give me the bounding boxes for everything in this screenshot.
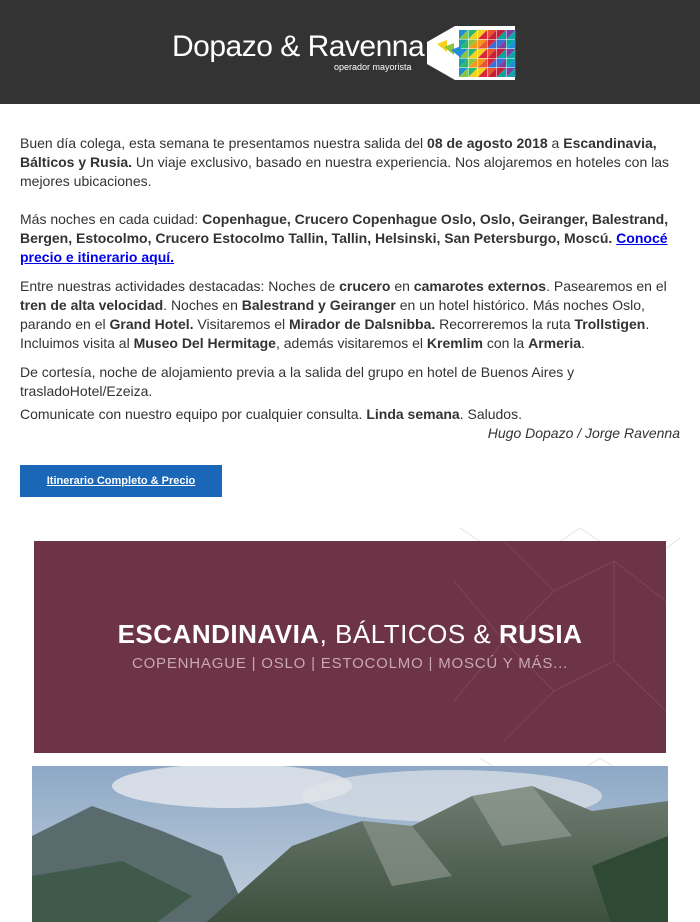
- promo-image[interactable]: [20, 528, 680, 922]
- cities-list: Copenhague, Crucero Copenhague Oslo, Oslo, Geiranger, Balestrand, Bergen, Estocolmo, Crucero Estocolmo Tallin, Tallin, Helsinski, San Petersburgo, Moscú.: [20, 211, 669, 246]
- signature: Hugo Dopazo / Jorge Ravenna: [487, 425, 680, 441]
- itinerary-price-button[interactable]: Itinerario Completo & Precio: [20, 465, 222, 497]
- email-body: [0, 104, 700, 497]
- banner-subtitle: COPENHAGUE | OSLO | ESTOCOLMO | MOSCÚ Y MÁS...: [131, 655, 569, 672]
- colorful-mosaic-logo-icon: [425, 24, 517, 82]
- courtesy-paragraph: De cortesía, noche de alojamiento previa a la salida del grupo en hotel de Buenos Aires y trasladoHotel/Ezeiza.: [20, 364, 575, 399]
- intro-paragraph: Buen día colega, esta semana te presentamos nuestra salida del 08 de agosto 2018 a Escandinavia, Bálticos y Rusia. Un viaje exclusivo, basado en nuestra experiencia. Nos alojaremos en hoteles con las mejores ubicaciones.: [20, 135, 670, 189]
- brand-tagline: operador mayorista: [334, 62, 412, 72]
- activities-paragraph: Entre nuestras actividades destacadas: Noches de crucero en camarotes externos. Pasearemos en el tren de alta velocidad. Noches en Balestrand y Geiranger en un hotel histórico. Más noches Oslo, parando en el Grand Hotel. Visitaremos el Mirador de Dalsnibba. Recorreremos la ruta Trollstigen. Incluimos visita al Museo Del Hermitage, además visitaremos el Kremlim con la Armeria.: [20, 278, 667, 351]
- destination: Escandinavia, Bálticos y Rusia.: [20, 135, 657, 170]
- landscape-photo-icon: [32, 766, 668, 922]
- brand-name: Dopazo & Ravenna: [172, 30, 425, 63]
- price-itinerary-link[interactable]: Conocé precio e itinerario aquí.: [20, 230, 668, 265]
- email-header: [0, 0, 700, 104]
- departure-date: 08 de agosto 2018: [427, 135, 548, 151]
- nights-paragraph: Más noches en cada cuidad: Copenhague, Crucero Copenhague Oslo, Oslo, Geiranger, Balestrand, Bergen, Estocolmo, Crucero Estocolmo Tallin, Tallin, Helsinski, San Petersburgo, Moscú. Conocé precio e itinerario aquí.: [20, 211, 669, 265]
- fjord-mountain-landscape-photo: [32, 766, 668, 922]
- banner-title: ESCANDINAVIA, BÁLTICOS & RUSIA: [117, 619, 583, 649]
- destination-banner: [34, 541, 666, 753]
- contact-paragraph: Comunicate con nuestro equipo por cualquier consulta. Linda semana. Saludos.: [20, 406, 522, 422]
